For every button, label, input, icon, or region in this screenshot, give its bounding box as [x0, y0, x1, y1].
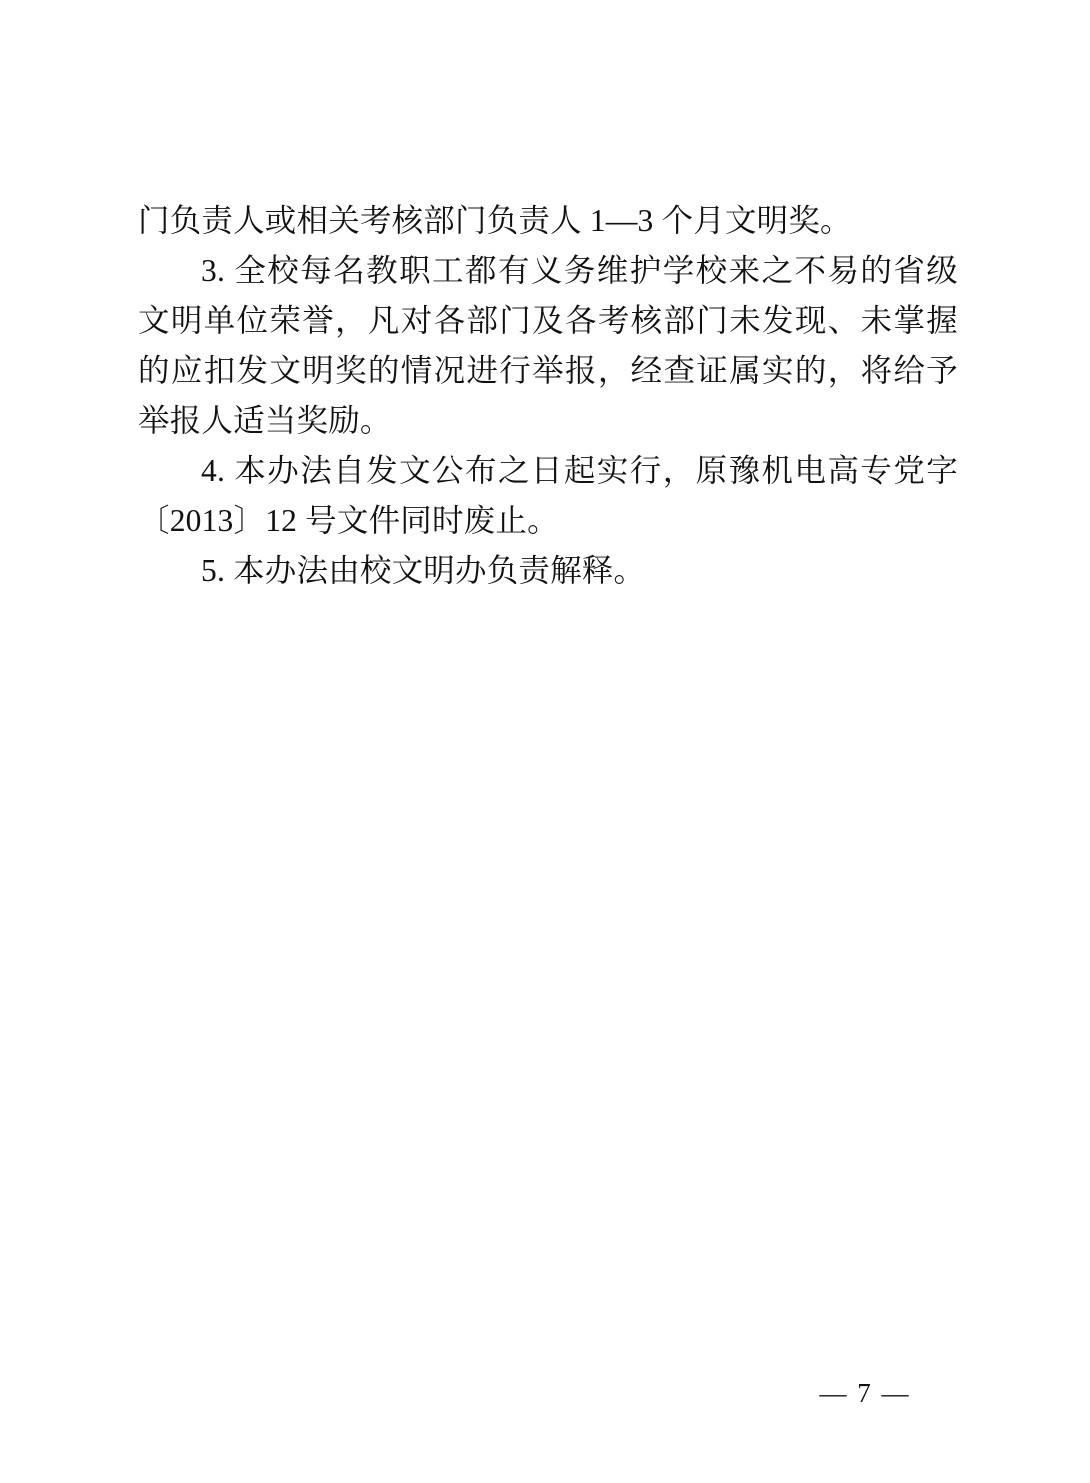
- document-body: [138, 196, 958, 596]
- paragraph-item-3: 3. 全校每名教职工都有义务维护学校来之不易的省级文明单位荣誉，凡对各部门及各考核部门未发现、未掌握的应扣发文明奖的情况进行举报，经查证属实的，将给予举报人适当奖励。: [138, 253, 958, 438]
- paragraph-item-5: 5. 本办法由校文明办负责解释。: [201, 553, 646, 588]
- page-number: [0, 1378, 1090, 1409]
- paragraph-continued: 门负责人或相关考核部门负责人 1—3 个月文明奖。: [138, 203, 852, 238]
- page-number-text: — 7 —: [819, 1378, 911, 1408]
- paragraph-item-4: 4. 本办法自发文公布之日起实行，原豫机电高专党字〔2013〕12 号文件同时废止。: [138, 453, 958, 538]
